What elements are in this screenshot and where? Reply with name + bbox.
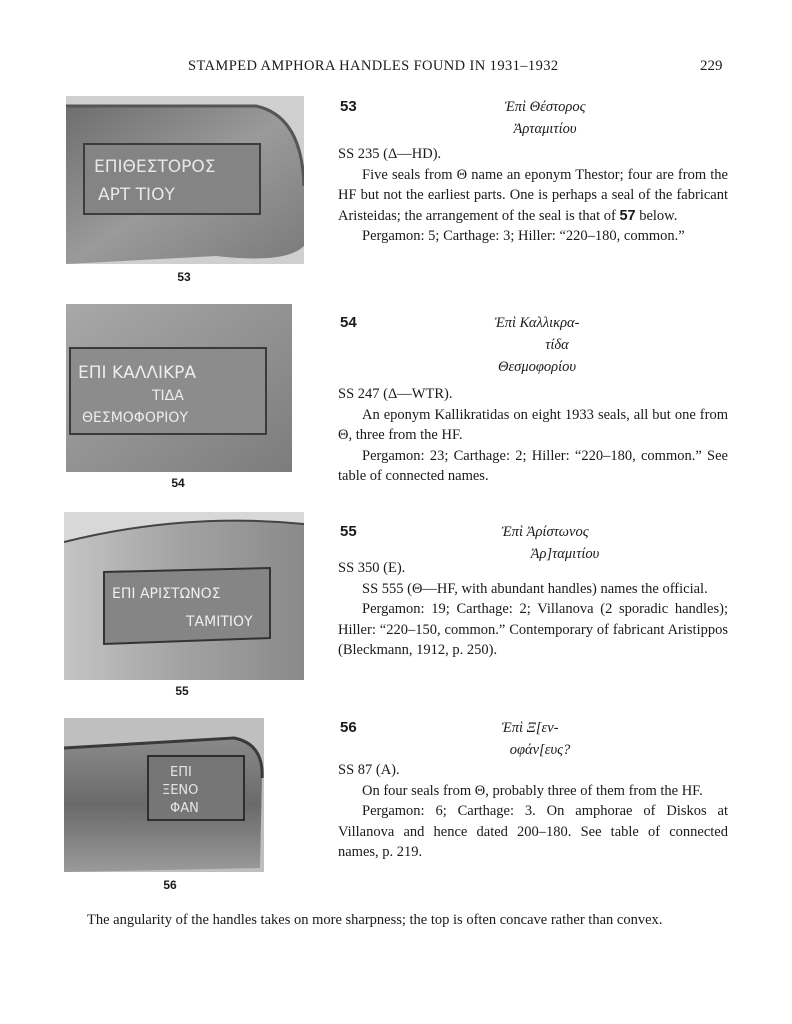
stamp-text-56-line3: ΦΑΝ (170, 801, 199, 816)
entry-paragraph: An eponym Kallikratidas on eight 1933 seals, all but one from Θ, three from the HF. (338, 406, 728, 443)
stamp-text-56-line1: ΕΠΙ (170, 765, 192, 780)
entry-number-56: 56 (340, 719, 357, 736)
stamp-text-53-line1: ΕΠΙΘΕΣΤΟΡΟΣ (94, 157, 216, 177)
stamp-text-54-line1: ΕΠΙ ΚΑΛΛΙΚΡΑ (78, 363, 197, 383)
greek-line: Θεσμοφορίου (497, 359, 577, 375)
photo-handle-55 (64, 512, 304, 680)
entry-reference: SS 350 (E). (338, 560, 406, 576)
entry-paragraph: Pergamon: 23; Carthage: 2; Hiller: “220–180, common.” See table of connected names. (338, 447, 728, 484)
stamp-text-56-line2: ΞΕΝΟ (162, 783, 199, 798)
closing-section (63, 910, 725, 931)
greek-line: τίδα (545, 337, 569, 353)
page-number: 229 (700, 58, 723, 74)
entry-number-53: 53 (340, 98, 357, 115)
entry-paragraph: Pergamon: 6; Carthage: 3. On amphorae of Diskos at Villanova and hence dated 200–180. See table of connected names, p. 219. (338, 803, 728, 860)
greek-line: Ἐπὶ Ξ[εν- (501, 720, 559, 736)
entry-reference: SS 235 (Δ—HD). (338, 146, 442, 162)
photo-handle-56 (64, 718, 264, 872)
entry-paragraph: SS 555 (Θ—HF, with abundant handles) names the official. (362, 580, 708, 597)
entry-text-56 (338, 760, 728, 863)
stamp-text-54-line3: ΘΕΣΜΟΦΟΡΙΟΥ (82, 410, 188, 426)
entry-number-54: 54 (340, 314, 357, 331)
entry-text-55 (338, 558, 728, 661)
entry-paragraph: Pergamon: 5; Carthage: 3; Hiller: “220–180, common.” (362, 228, 685, 244)
closing-paragraph: The angularity of the handles takes on more sharpness; the top is often concave rather than convex. (87, 912, 663, 928)
entry-text-53 (338, 144, 728, 247)
figure-caption-56: 56 (163, 878, 177, 892)
entry-paragraph: Pergamon: 19; Carthage: 2; Villanova (2 sporadic handles); Hiller: “220–150, common.” Contemporary of fabricant Aristippos (Bleckmann, 1912, p. 250). (338, 601, 728, 658)
stamp-text-55-line2: ΤΑΜΙΤΙΟΥ (186, 614, 253, 630)
greek-line: Ἐπὶ Ἀρίστωνος (501, 524, 589, 540)
figure-caption-53: 53 (177, 270, 191, 284)
entry-reference: SS 247 (Δ—WTR). (338, 386, 453, 402)
greek-line: οφάν[ευς? (509, 742, 571, 758)
greek-inscription-53 (460, 96, 630, 140)
greek-line: Ἀρ]ταμιτίου (530, 546, 600, 562)
greek-line: Ἐπὶ Θέστορος (504, 99, 586, 115)
entry-paragraph: On four seals from Θ, probably three of them from the HF. (362, 782, 703, 799)
running-header (0, 58, 792, 82)
greek-line: Ἐπὶ Καλλικρα- (494, 315, 580, 331)
greek-inscription-54 (452, 312, 622, 378)
figure-caption-55: 55 (175, 684, 189, 698)
greek-line: Ἀρταμιτίου (513, 121, 577, 137)
stamp-text-54-line2: ΤΙΔΑ (152, 388, 184, 404)
stamp-text-53-line2: ΑΡΤ ΤΙΟΥ (98, 185, 175, 205)
running-title: STAMPED AMPHORA HANDLES FOUND IN 1931–1932 (188, 58, 559, 74)
greek-inscription-56 (470, 717, 590, 761)
entry-number-55: 55 (340, 523, 357, 540)
cross-reference: 57 (619, 207, 636, 224)
photo-handle-53 (66, 96, 304, 264)
entry-reference: SS 87 (A). (338, 762, 400, 778)
entry-text-54 (338, 384, 728, 487)
stamp-text-55-line1: ΕΠΙ ΑΡΙΣΤΩΝΟΣ (112, 586, 221, 602)
figure-caption-54: 54 (171, 476, 185, 490)
entry-paragraph: Five seals from Θ name an eponym Thestor; four are from the HF but not the earliest parts. One is perhaps a seal of the fabricant Aristeidas; the arrangement of the seal is that of 57 below. (338, 166, 728, 224)
photo-handle-54 (66, 304, 292, 472)
